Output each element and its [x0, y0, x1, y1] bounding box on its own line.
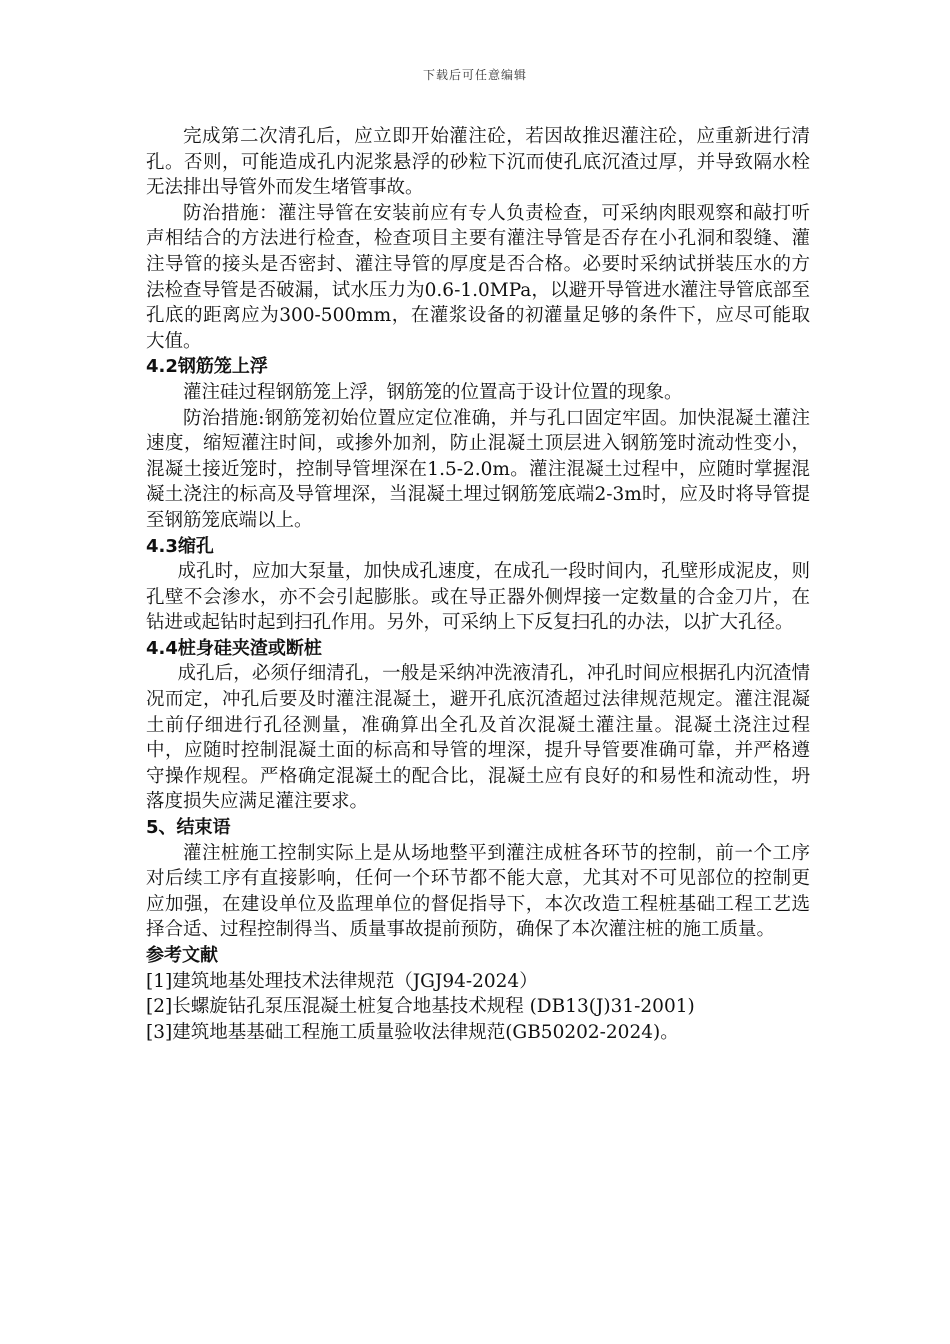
reference-item-1: [1]建筑地基处理技术法律规范（JGJ94-2024）: [146, 970, 538, 992]
section-heading-4-2: 4.2钢筋笼上浮: [146, 356, 268, 378]
section-heading-4-4: 4.4桩身硅夹渣或断桩: [146, 637, 322, 659]
reference-item-2: [2]长螺旋钻孔泵压混凝土桩复合地基技术规程 (DB13(J)31-2001): [146, 996, 695, 1018]
paragraph-slag-broken-pile: 成孔后，必须仔细清孔，一般是采纳冲洗液清孔，冲孔时间应根据孔内沉渣情况而定，冲孔后要及时灌注混凝土，避开孔底沉渣超过法律规范规定。灌注混凝土前仔细进行孔径测量，准确算出全孔及首次混凝土灌注量。混凝土浇注过程中，应随时控制混凝土面的标高和导管的埋深，提升导管要准确可靠，并严格遵守操作规程。严格确定混凝土的配合比，混凝土应有良好的和易性和流动性，坍落度损失应满足灌注要求。: [146, 663, 810, 813]
paragraph-cage-floating: 灌注硅过程钢筋笼上浮，钢筋笼的位置高于设计位置的现象。: [183, 381, 683, 403]
section-heading-4-3: 4.3缩孔: [146, 535, 214, 557]
references-heading: 参考文献: [146, 945, 218, 966]
page-header: 下载后可任意编辑: [422, 68, 527, 82]
reference-item-3: [3]建筑地基基础工程施工质量验收法律规范(GB50202-2024)。: [146, 1021, 679, 1043]
paragraph-hole-shrinkage: 成孔时，应加大泵量，加快成孔速度，在成孔一段时间内，孔壁形成泥皮，则孔壁不会渗水，亦不会引起膨胀。或在导正器外侧焊接一定数量的合金刀片，在钻进或起钻时起到扫孔作用。另外，可采纳上下反复扫孔的办法，以扩大孔径。: [146, 561, 810, 634]
paragraph-conclusion: 灌注桩施工控制实际上是从场地整平到灌注成桩各环节的控制，前一个工序对后续工序有直接影响，任何一个环节都不能大意，尤其对不可见部位的控制更应加强，在建设单位及监理单位的督促指导下，本次改造工程桩基础工程工艺选择合适、过程控制得当、质量事故提前预防，确保了本次灌注桩的施工质量。: [146, 842, 810, 941]
section-heading-5: 5、结束语: [146, 817, 231, 839]
paragraph-second-cleaning: 完成第二次清孔后，应立即开始灌注砼，若因故推迟灌注砼，应重新进行清孔。否则，可能造成孔内泥浆悬浮的砂粒下沉而使孔底沉渣过厚，并导致隔水栓无法排出导管外而发生堵管事故。: [146, 126, 810, 199]
paragraph-prevention-measures-conduit: 防治措施：灌注导管在安装前应有专人负责检查，可采纳肉眼观察和敲打听声相结合的方法进行检查，检查项目主要有灌注导管是否存在小孔洞和裂缝、灌注导管的接头是否密封、灌注导管的厚度是否合格。必要时采纳试拼装压水的方法检查导管是否破漏，试水压力为0.6-1.0MPa，以避开导管进水灌注导管底部至孔底的距离应为300-500mm，在灌浆设备的初灌量足够的条件下，应尽可能取大值。: [146, 202, 810, 352]
document-body: [146, 124, 810, 1045]
paragraph-prevention-measures-cage: 防治措施:钢筋笼初始位置应定位准确，并与孔口固定牢固。加快混凝土灌注速度，缩短灌注时间，或掺外加剂，防止混凝土顶层进入钢筋笼时流动性变小，混凝土接近笼时，控制导管埋深在1.5-2.0m。灌注混凝土过程中，应随时掌握混凝土浇注的标高及导管埋深，当混凝土埋过钢筋笼底端2-3m时，应及时将导管提至钢筋笼底端以上。: [146, 407, 810, 531]
